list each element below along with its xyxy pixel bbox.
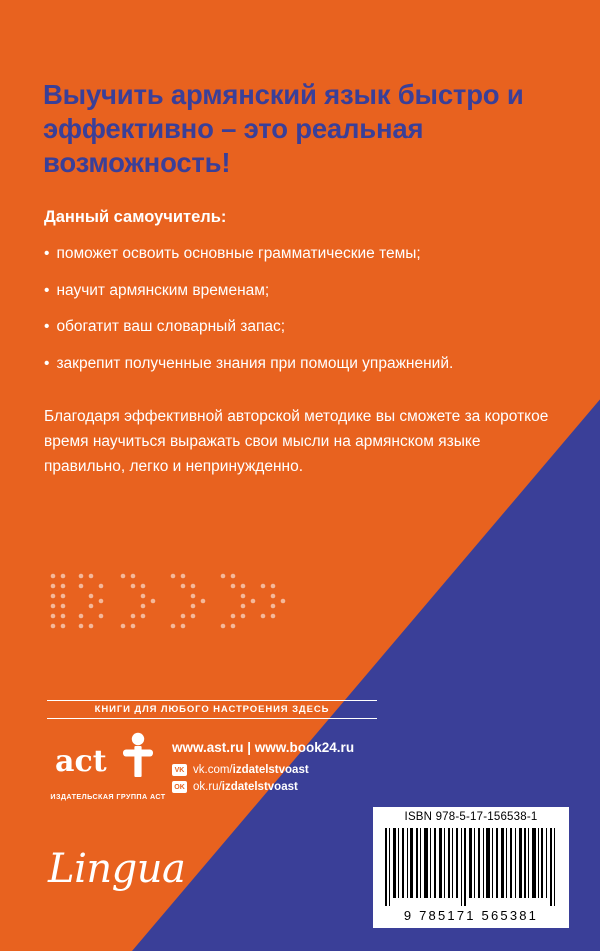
website-links[interactable]: www.ast.ru | www.book24.ru — [172, 740, 355, 755]
barcode-image — [373, 826, 569, 908]
benefits-list — [44, 245, 564, 391]
vk-icon: VK — [172, 764, 187, 776]
list-item — [44, 318, 564, 337]
publisher-logo-block — [48, 730, 168, 801]
barcode-digits: 9 785171 565381 — [403, 908, 539, 923]
bullet-dot-icon: • — [44, 245, 50, 262]
list-item — [44, 245, 564, 264]
publisher-caption: ИЗДАТЕЛЬСКАЯ ГРУППА АСТ — [50, 792, 166, 801]
ast-logo-text: act — [55, 744, 107, 779]
list-item — [44, 282, 564, 301]
lingua-imprint-logo: Lingua — [48, 846, 186, 892]
list-item — [44, 355, 564, 374]
ok-icon: OK — [172, 781, 187, 793]
intro-text: Данный самоучитель: — [44, 208, 227, 226]
links-block — [172, 740, 354, 798]
list-item-label: научит армянским временам; — [56, 281, 270, 299]
social-link-vk[interactable] — [172, 764, 354, 776]
headline: Выучить армянский язык быстро и эффективно – это реальная возможность! — [43, 79, 524, 178]
ok-link-label[interactable]: ok.ru/izdatelstvoast — [193, 781, 298, 793]
ast-person-icon — [121, 732, 155, 783]
bullet-dot-icon: • — [44, 318, 50, 336]
description-paragraph: Благодаря эффективной авторской методике вы сможете за короткое время научиться выражать свои мысли на армянском языке правильно, легко и непринужденно. — [44, 408, 549, 476]
bullet-dot-icon: • — [44, 281, 50, 299]
bullet-dot-icon: • — [44, 354, 50, 372]
dotted-arrows-decoration — [48, 570, 308, 640]
tagline-strip: КНИГИ ДЛЯ ЛЮБОГО НАСТРОЕНИЯ ЗДЕСЬ — [47, 700, 377, 719]
list-item-label: поможет освоить основные грамматические темы; — [56, 245, 421, 262]
barcode-block — [372, 806, 570, 929]
isbn-label: ISBN 978-5-17-156538-1 — [404, 811, 538, 823]
list-item-label: обогатит ваш словарный запас; — [56, 318, 286, 336]
list-item-label: закрепит полученные знания при помощи упражнений. — [56, 354, 454, 372]
social-link-ok[interactable] — [172, 781, 354, 793]
vk-link-label[interactable]: vk.com/izdatelstvoast — [193, 764, 309, 776]
ast-logo-icon — [53, 730, 163, 788]
